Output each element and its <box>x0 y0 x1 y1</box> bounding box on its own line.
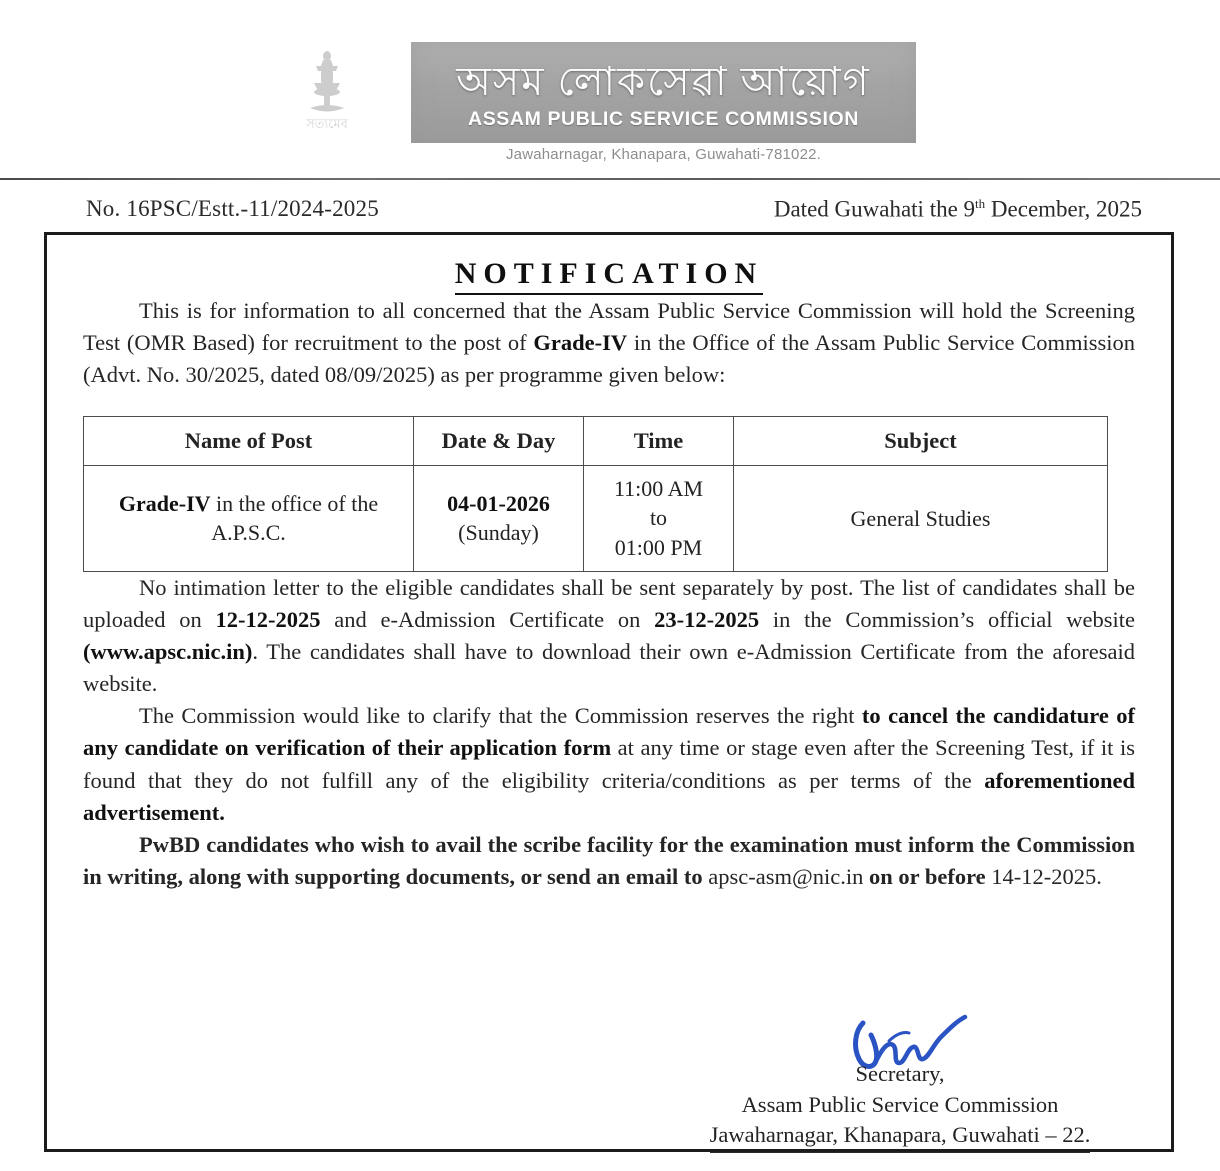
admission-text-3: in the Commission’s official website <box>759 606 1135 632</box>
date-suffix: December, 2025 <box>985 196 1142 222</box>
cell-date: 04-01-2026 <box>447 491 550 517</box>
cell-day: (Sunday) <box>458 520 539 546</box>
reference-line <box>0 196 1220 230</box>
pwbd-bold-1: PwBD candidates who wish to avail the scribe facility for the examination must inform the Commission in writing, along with supporting documents, or send an email to <box>83 831 1135 890</box>
clarification-bold-1: to cancel the candidature of any candidate on verification of their application form <box>83 703 1135 761</box>
notification-frame <box>44 232 1174 1152</box>
paragraph-pwbd <box>83 829 1135 893</box>
admission-list-date: 12-12-2025 <box>215 606 321 632</box>
table-header-row <box>84 416 1108 465</box>
date-ordinal: th <box>975 196 986 211</box>
header-date-day: Date & Day <box>414 416 584 465</box>
admission-text-1: No intimation letter to the eligible candidates shall be sent separately by post. The list of candidates shall be uploaded on <box>83 574 1135 632</box>
cell-time-start: 11:00 AM <box>613 475 704 501</box>
cell-time-end: 01:00 PM <box>614 534 703 560</box>
paragraph-admission <box>83 572 1135 701</box>
official-website: (www.apsc.nic.in) <box>83 638 253 664</box>
banner-english-title: ASSAM PUBLIC SERVICE COMMISSION <box>468 108 859 130</box>
signature-address: Jawaharnagar, Khanapara, Guwahati – 22. <box>710 1120 1091 1153</box>
cell-time-separator: to <box>649 505 668 531</box>
notification-title: NOTIFICATION <box>455 257 763 295</box>
letterhead-address: Jawaharnagar, Khanapara, Guwahati-781022. <box>505 146 822 163</box>
cell-date-day <box>414 465 584 571</box>
signature-organisation: Assam Public Service Commission <box>741 1091 1059 1117</box>
paragraph-intro <box>83 295 1135 392</box>
signature-designation: Secretary, <box>855 1061 945 1087</box>
intro-post-name: Grade-IV <box>533 330 628 356</box>
cell-post-rest: in the office of the A.P.S.C. <box>210 491 379 546</box>
date-prefix: Dated Guwahati the 9 <box>773 196 976 222</box>
clarification-bold-2: aforementioned advertisement. <box>83 767 1135 825</box>
cell-subject: General Studies <box>734 465 1108 571</box>
reference-number: No. 16PSC/Estt.-11/2024-2025 <box>86 196 379 221</box>
intro-text-2: in the Office of the Assam Public Service Commission (Advt. No. 30/2025, dated 08/09/2025) as per programme given below: <box>83 330 1135 388</box>
admission-certificate-date: 23-12-2025 <box>654 606 760 632</box>
header-time: Time <box>584 416 734 465</box>
banner-assamese-title: অসম লোকসেৱা আয়োগ <box>456 59 871 104</box>
admission-text-4: . The candidates shall have to download their own e-Admission Certificate from the aforesaid website. <box>83 638 1135 697</box>
schedule-table <box>83 416 1108 572</box>
header-subject: Subject <box>734 416 1108 465</box>
page-title <box>83 257 1135 295</box>
cell-post-bold: Grade-IV <box>118 491 211 517</box>
letterhead-divider <box>0 178 1220 180</box>
apsc-banner <box>411 42 916 143</box>
pwbd-bold-2: on or before <box>863 864 992 890</box>
reference-date <box>774 196 1142 223</box>
letterhead <box>0 0 1220 178</box>
admission-text-2: and e-Admission Certificate on <box>320 606 655 632</box>
header-name-of-post: Name of Post <box>84 416 414 465</box>
cell-name-of-post <box>84 465 414 571</box>
intro-text-1: This is for information to all concerned that the Assam Public Service Commission will hold the Screening Test (OMR Based) for recruitment to the post of <box>83 298 1135 356</box>
pwbd-email: apsc-asm@nic.in <box>708 864 864 890</box>
paragraph-clarification <box>83 700 1135 829</box>
ashoka-emblem-icon <box>296 44 358 140</box>
clarification-text-1: The Commission would like to clarify that the Commission reserves the right <box>139 703 862 729</box>
cell-time <box>584 465 734 571</box>
table-row <box>84 465 1108 571</box>
pwbd-deadline-date: 14-12-2025. <box>991 864 1102 890</box>
clarification-text-2: at any time or stage even after the Screening Test, if it is found that they do not fulfill any of the eligibility criteria/conditions as per terms of the <box>83 735 1135 793</box>
signature-block <box>665 1059 1135 1153</box>
svg-text:সত্যমেব: সত্যমেব <box>306 116 348 131</box>
